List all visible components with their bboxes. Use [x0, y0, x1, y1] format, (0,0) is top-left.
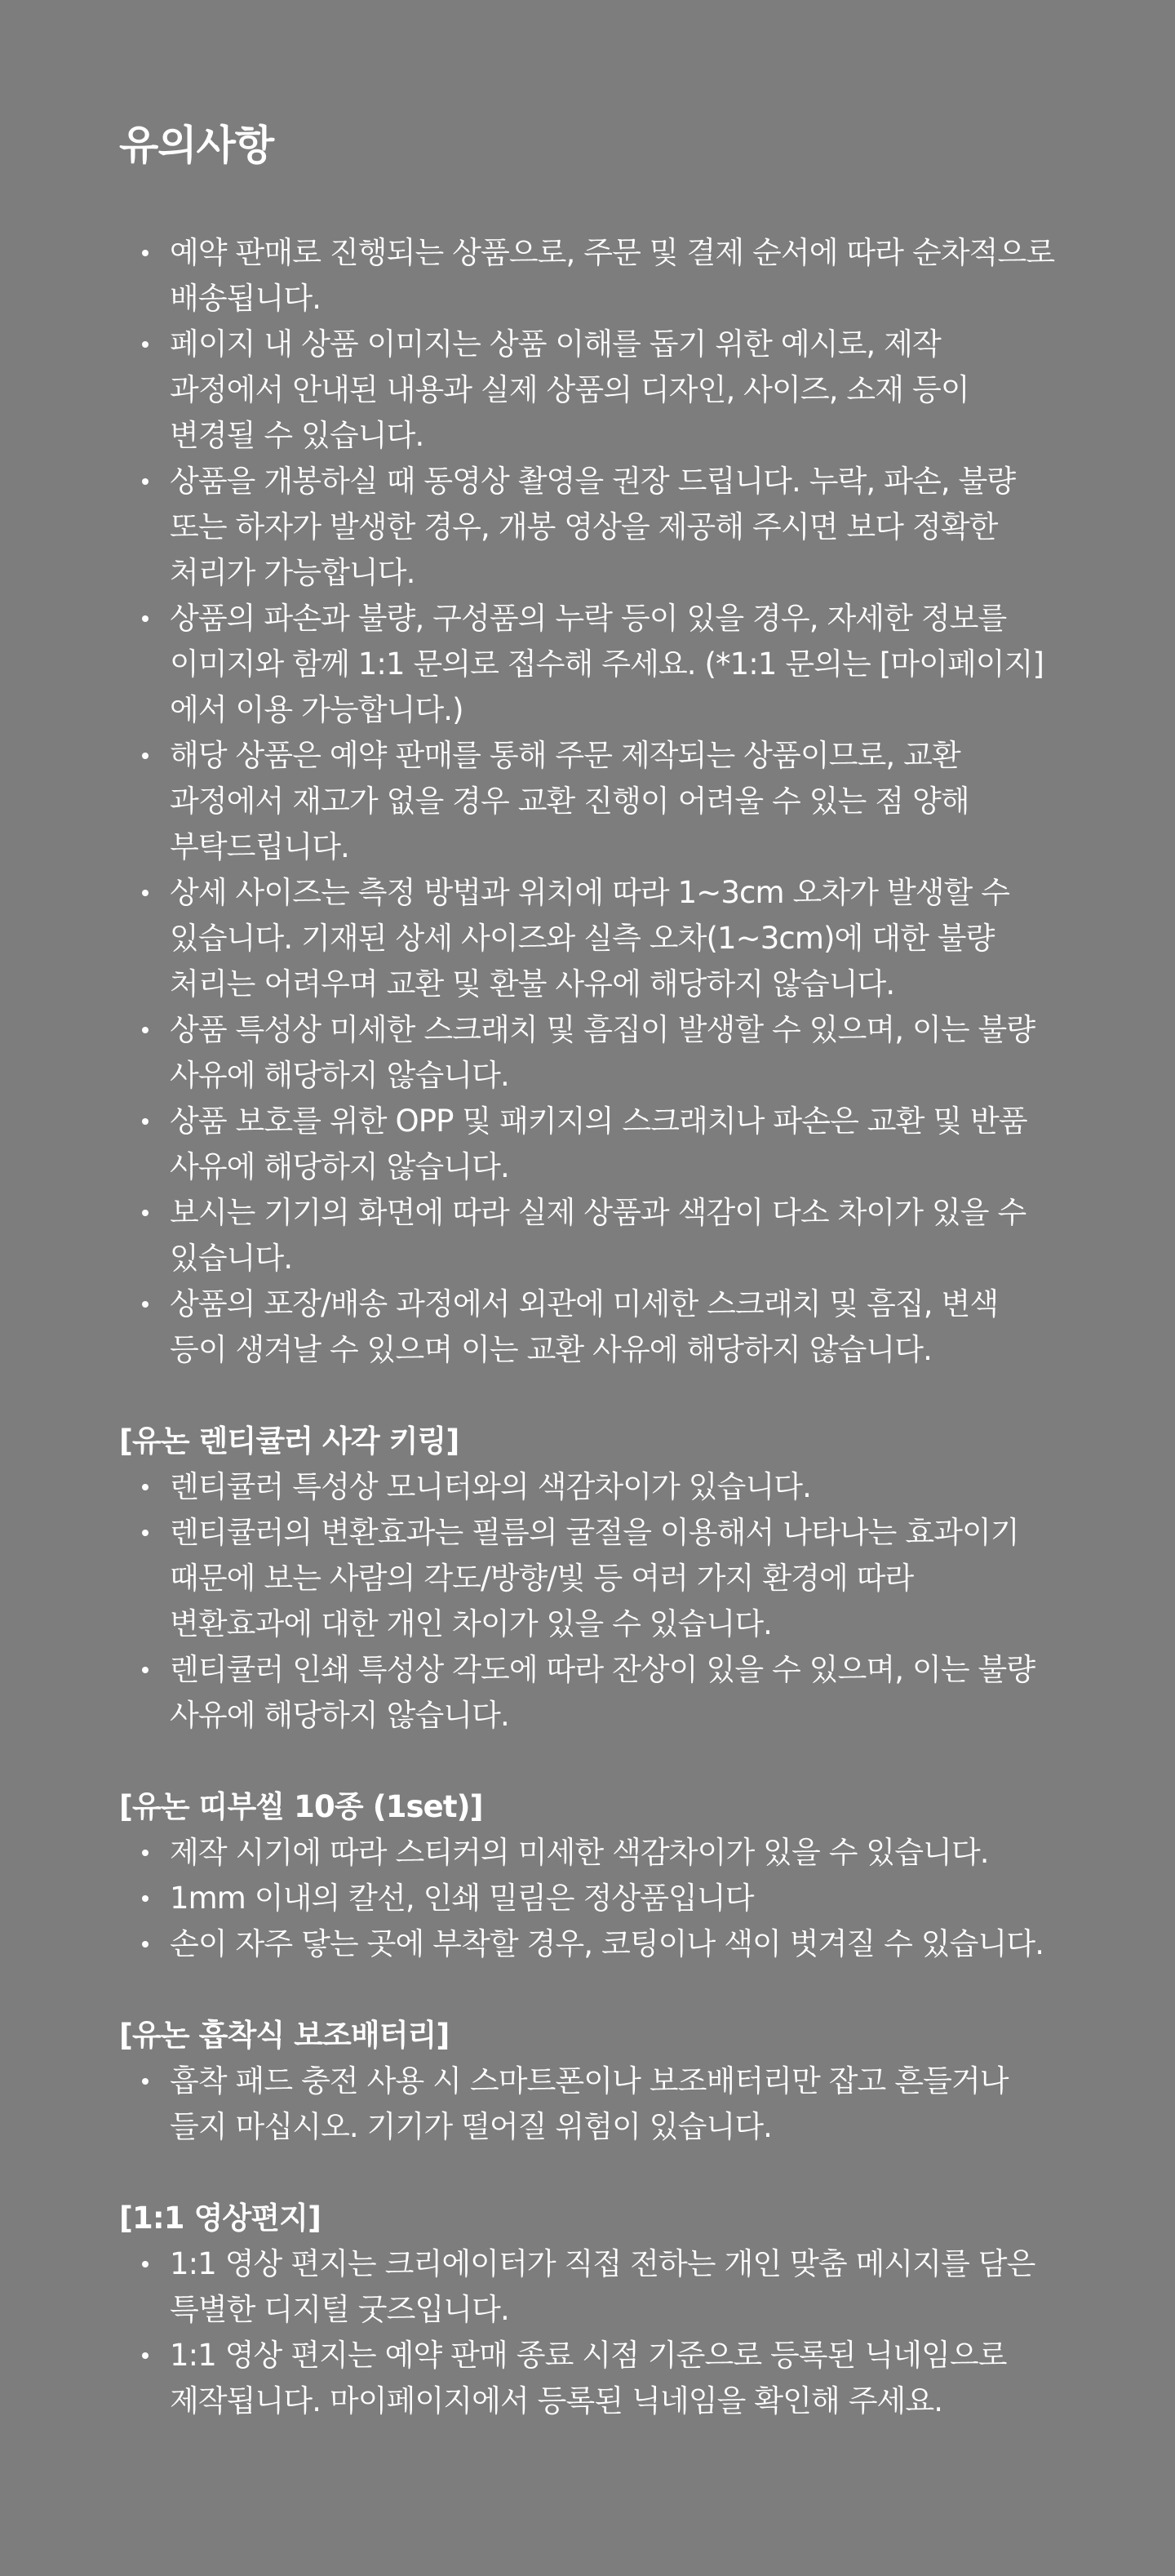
bullet-icon	[142, 1850, 149, 1856]
bullet-icon	[142, 2261, 149, 2267]
bullet-icon	[142, 250, 149, 256]
list-item	[119, 1007, 1058, 1099]
section-notice-list	[119, 2059, 1058, 2150]
notice-text: 상품의 파손과 불량, 구성품의 누락 등이 있을 경우, 자세한 정보를 이미지와 함께 1:1 문의로 접수해 주세요. (*1:1 문의는 [마이페이지]에서 이용 가능합니다.)	[170, 601, 1044, 727]
notice-text: 상품 보호를 위한 OPP 및 패키지의 스크래치나 파손은 교환 및 반품 사유에 해당하지 않습니다.	[170, 1104, 1027, 1184]
list-item	[119, 2333, 1058, 2424]
notice-text: 보시는 기기의 화면에 따라 실제 상품과 색감이 다소 차이가 있을 수 있습니다.	[170, 1195, 1026, 1276]
notice-text: 페이지 내 상품 이미지는 상품 이해를 돕기 위한 예시로, 제작 과정에서 안내된 내용과 실제 상품의 디자인, 사이즈, 소재 등이 변경될 수 있습니다.	[170, 326, 969, 453]
general-notice-block	[119, 230, 1175, 1373]
bullet-icon	[142, 341, 149, 348]
bullet-icon	[142, 615, 149, 622]
section-lenticular-keyring	[119, 1419, 1175, 1739]
section-title: [유논 흡착식 보조배터리]	[119, 2018, 450, 2053]
list-item	[119, 1099, 1058, 1190]
list-item	[119, 1190, 1058, 1281]
bullet-icon	[142, 753, 149, 759]
bullet-icon	[142, 1118, 149, 1125]
list-item	[119, 1281, 1058, 1373]
bullet-icon	[142, 2352, 149, 2359]
section-power-bank	[119, 2013, 1175, 2150]
notice-text: 1:1 영상 편지는 예약 판매 종료 시점 기준으로 등록된 닉네임으로 제작됩니다. 마이페이지에서 등록된 닉네임을 확인해 주세요.	[170, 2338, 1007, 2418]
bullet-icon	[142, 1667, 149, 1673]
section-title: [유논 렌티큘러 사각 키링]	[119, 1423, 459, 1459]
bullet-icon	[142, 1210, 149, 1216]
list-item	[119, 1647, 1058, 1739]
list-item	[119, 322, 1058, 459]
notice-text: 상품의 포장/배송 과정에서 외관에 미세한 스크래치 및 흠집, 변색 등이 생겨날 수 있으며 이는 교환 사유에 해당하지 않습니다.	[170, 1286, 999, 1367]
notice-text: 해당 상품은 예약 판매를 통해 주문 제작되는 상품이므로, 교환 과정에서 재고가 없을 경우 교환 진행이 어려울 수 있는 점 양해 부탁드립니다.	[170, 738, 969, 864]
general-notice-list	[119, 230, 1058, 1373]
bullet-icon	[142, 1027, 149, 1033]
list-item	[119, 870, 1058, 1007]
list-item	[119, 230, 1058, 322]
list-item	[119, 2059, 1058, 2150]
list-item	[119, 1510, 1058, 1647]
bullet-icon	[142, 1530, 149, 1536]
notice-text: 렌티큘러의 변환효과는 필름의 굴절을 이용해서 나타나는 효과이기 때문에 보는 사람의 각도/방향/빛 등 여러 가지 환경에 따라 변환효과에 대한 개인 차이가 있을 수 있습니다.	[170, 1515, 1019, 1641]
section-video-letter	[119, 2196, 1175, 2424]
bullet-icon	[142, 478, 149, 485]
list-item	[119, 733, 1058, 870]
list-item	[119, 2241, 1058, 2333]
notice-text: 상세 사이즈는 측정 방법과 위치에 따라 1~3cm 오차가 발생할 수 있습니다. 기재된 상세 사이즈와 실측 오차(1~3cm)에 대한 불량 처리는 어려우며 교환 및 환불 사유에 해당하지 않습니다.	[170, 875, 1010, 1002]
section-title: [유논 띠부씰 10종 (1set)]	[119, 1789, 483, 1824]
notice-text: 1mm 이내의 칼선, 인쇄 밀림은 정상품입니다	[170, 1881, 754, 1916]
page-title: 유의사항	[119, 122, 274, 169]
notice-text: 예약 판매로 진행되는 상품으로, 주문 및 결제 순서에 따라 순차적으로 배송됩니다.	[170, 235, 1055, 316]
bullet-icon	[142, 890, 149, 896]
notice-text: 흡착 패드 충전 사용 시 스마트폰이나 보조배터리만 잡고 흔들거나 들지 마십시오. 기기가 떨어질 위험이 있습니다.	[170, 2063, 1009, 2144]
bullet-icon	[142, 1895, 149, 1902]
section-notice-list	[119, 2241, 1058, 2424]
section-title: [1:1 영상편지]	[119, 2201, 321, 2236]
notice-text: 렌티큘러 인쇄 특성상 각도에 따라 잔상이 있을 수 있으며, 이는 불량 사유에 해당하지 않습니다.	[170, 1652, 1035, 1733]
notice-text: 제작 시기에 따라 스티커의 미세한 색감차이가 있을 수 있습니다.	[170, 1835, 989, 1870]
bullet-icon	[142, 1301, 149, 1308]
notice-text: 1:1 영상 편지는 크리에이터가 직접 전하는 개인 맞춤 메시지를 담은 특별한 디지털 굿즈입니다.	[170, 2246, 1035, 2327]
list-item	[119, 596, 1058, 733]
list-item	[119, 1876, 1058, 1921]
notice-text: 상품을 개봉하실 때 동영상 촬영을 권장 드립니다. 누락, 파손, 불량 또는 하자가 발생한 경우, 개봉 영상을 제공해 주시면 보다 정확한 처리가 가능합니다.	[170, 464, 1016, 590]
notice-text: 손이 자주 닿는 곳에 부착할 경우, 코팅이나 색이 벗겨질 수 있습니다.	[170, 1926, 1044, 1961]
list-item	[119, 1921, 1058, 1967]
list-item	[119, 1830, 1058, 1876]
section-notice-list	[119, 1464, 1058, 1739]
list-item	[119, 1464, 1058, 1510]
bullet-icon	[142, 1484, 149, 1490]
bullet-icon	[142, 2078, 149, 2085]
notice-text: 상품 특성상 미세한 스크래치 및 흠집이 발생할 수 있으며, 이는 불량 사유에 해당하지 않습니다.	[170, 1012, 1035, 1093]
section-sticker-set	[119, 1784, 1175, 1967]
section-notice-list	[119, 1830, 1058, 1967]
list-item	[119, 459, 1058, 596]
bullet-icon	[142, 1941, 149, 1948]
notice-text: 렌티큘러 특성상 모니터와의 색감차이가 있습니다.	[170, 1469, 811, 1504]
